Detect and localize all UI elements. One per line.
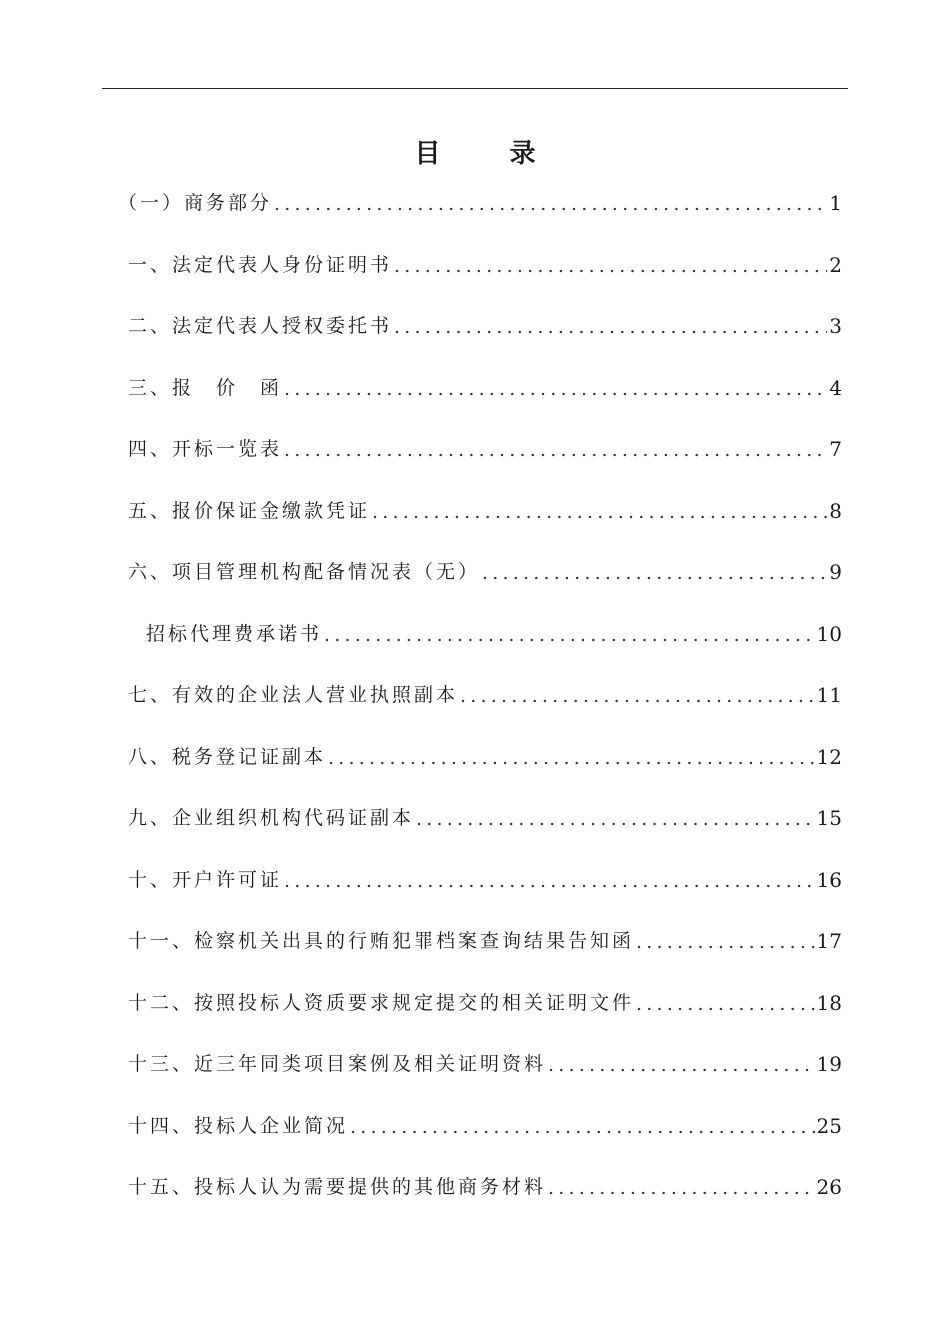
toc-entry[interactable] — [128, 985, 842, 1015]
toc-leader-dots — [328, 747, 815, 769]
toc-entry[interactable] — [118, 185, 842, 215]
toc-leader-dots — [284, 870, 815, 892]
toc-entry[interactable] — [128, 554, 842, 584]
toc-entry-label: 十三、近三年同类项目案例及相关证明资料 — [128, 1053, 547, 1075]
toc-leader-dots — [284, 439, 827, 461]
toc-entry-label: 二、法定代表人授权委托书 — [128, 315, 393, 337]
toc-entry-label: 十一、检察机关出具的行贿犯罪档案查询结果告知函 — [128, 930, 635, 952]
toc-entry-label: 七、有效的企业法人营业执照副本 — [128, 684, 459, 706]
toc-entry-label: 四、开标一览表 — [128, 438, 283, 460]
toc-entry-label: 一、法定代表人身份证明书 — [128, 254, 393, 276]
toc-entry-label: 十、开户许可证 — [128, 869, 283, 891]
toc-entry[interactable] — [128, 1046, 842, 1076]
toc-entry-page: 10 — [816, 622, 842, 646]
toc-entry-label: 五、报价保证金缴款凭证 — [128, 500, 371, 522]
toc-entry[interactable] — [128, 431, 842, 461]
toc-entry-page: 7 — [829, 437, 842, 461]
toc-entry[interactable] — [128, 1108, 842, 1138]
toc-entry-page: 19 — [816, 1052, 842, 1076]
toc-leader-dots — [394, 255, 827, 277]
toc-entry-label: 九、企业组织机构代码证副本 — [128, 807, 415, 829]
toc-entry-page: 11 — [816, 683, 842, 707]
toc-leader-dots — [416, 808, 815, 830]
toc-entry[interactable] — [128, 247, 842, 277]
toc-leader-dots — [324, 624, 815, 646]
toc-entry-page: 1 — [829, 191, 842, 215]
toc-leader-dots — [482, 562, 827, 584]
toc-entry-page: 9 — [829, 560, 842, 584]
toc-entry-page: 3 — [829, 314, 842, 338]
toc-entry-page: 8 — [829, 499, 842, 523]
toc-entry-page: 18 — [816, 991, 842, 1015]
toc-entry[interactable] — [128, 800, 842, 830]
toc-entry[interactable] — [128, 308, 842, 338]
toc-entry-label: 三、报 价 函 — [128, 377, 283, 399]
toc-leader-dots — [372, 501, 827, 523]
toc-leader-dots — [636, 931, 815, 953]
toc-entry[interactable] — [128, 1169, 842, 1199]
toc-entry-label: 十二、按照投标人资质要求规定提交的相关证明文件 — [128, 992, 635, 1014]
toc-entry-page: 2 — [829, 253, 842, 277]
toc-entry-label: （一）商务部分 — [118, 192, 273, 214]
toc-leader-dots — [548, 1177, 815, 1199]
toc-entry-page: 12 — [816, 745, 842, 769]
header-rule — [102, 88, 848, 89]
toc-entry-page: 26 — [816, 1175, 842, 1199]
toc-leader-dots — [460, 685, 815, 707]
toc-entry[interactable] — [146, 616, 842, 646]
toc-leader-dots — [284, 378, 827, 400]
toc-entry[interactable] — [128, 493, 842, 523]
toc-leader-dots — [350, 1116, 815, 1138]
toc-leader-dots — [548, 1054, 815, 1076]
toc-entry-page: 17 — [816, 929, 842, 953]
toc-leader-dots — [274, 193, 827, 215]
toc-entry-label: 六、项目管理机构配备情况表（无） — [128, 561, 481, 583]
toc-entry-page: 15 — [816, 806, 842, 830]
toc-entry-page: 16 — [816, 868, 842, 892]
toc-entry-label: 八、税务登记证副本 — [128, 746, 327, 768]
toc-entry-label: 十五、投标人认为需要提供的其他商务材料 — [128, 1176, 547, 1198]
toc-entry[interactable] — [128, 923, 842, 953]
toc-entry[interactable] — [128, 862, 842, 892]
toc-entry-page: 25 — [816, 1114, 842, 1138]
page-title: 目 录 — [414, 139, 566, 169]
toc-leader-dots — [636, 993, 815, 1015]
toc-entry[interactable] — [128, 739, 842, 769]
toc-entry-label: 十四、投标人企业简况 — [128, 1115, 349, 1137]
toc-entry[interactable] — [128, 370, 842, 400]
toc-entry-page: 4 — [829, 376, 842, 400]
toc-leader-dots — [394, 316, 827, 338]
toc-entry[interactable] — [128, 677, 842, 707]
toc-entry-label: 招标代理费承诺书 — [146, 623, 323, 645]
